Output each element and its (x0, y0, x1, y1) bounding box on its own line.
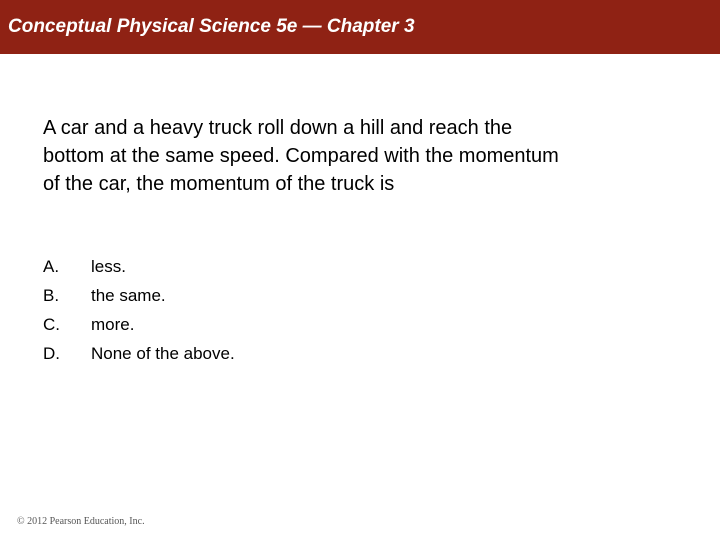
choice-text: more. (91, 314, 135, 334)
choice-letter: C. (43, 314, 60, 334)
choice-letter: A. (43, 256, 60, 276)
question-line: A car and a heavy truck roll down a hill and reach the (43, 117, 513, 139)
question-line: bottom at the same speed. Compared with the momentum (43, 145, 559, 167)
choice-text: None of the above. (91, 343, 235, 363)
question-text (43, 114, 683, 198)
choice-b (43, 281, 443, 310)
choice-c (43, 310, 443, 339)
header-bar (0, 0, 720, 54)
answer-choices (43, 252, 443, 368)
question-line: of the car, the momentum of the truck is (43, 173, 395, 195)
choice-text: the same. (91, 285, 166, 305)
choice-text: less. (91, 256, 126, 276)
choice-letter: B. (43, 285, 60, 305)
choice-a (43, 252, 443, 281)
slide-title: Conceptual Physical Science 5e — Chapter 3 (8, 16, 415, 37)
choice-letter: D. (43, 343, 60, 363)
choice-d (43, 339, 443, 368)
copyright-notice: © 2012 Pearson Education, Inc. (17, 516, 145, 527)
